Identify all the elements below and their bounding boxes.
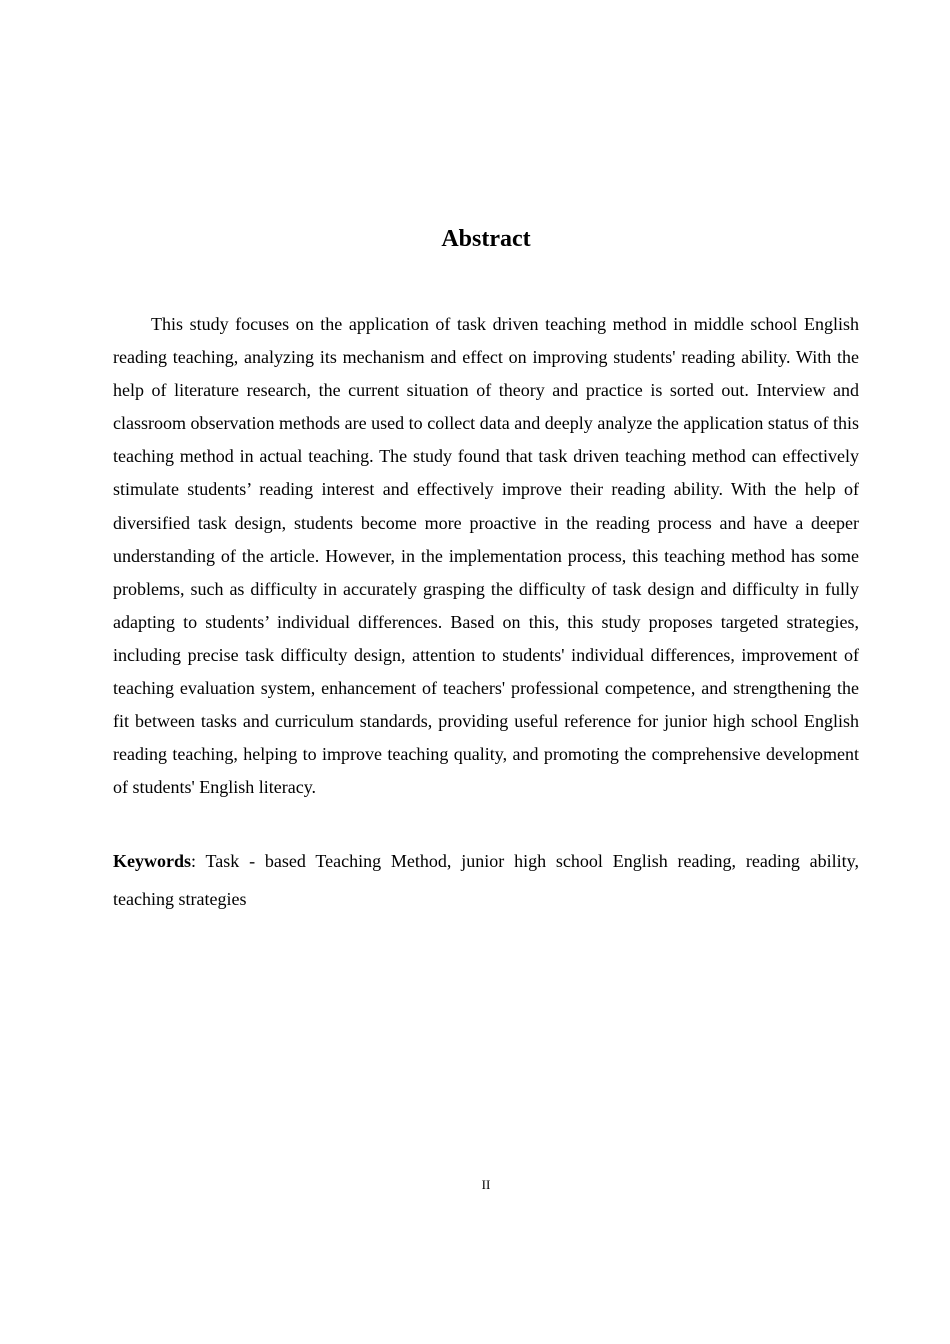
page-number: II xyxy=(481,1177,491,1192)
keywords-label: Keywords xyxy=(113,851,191,871)
keywords-separator: : xyxy=(191,851,206,871)
abstract-body: This study focuses on the application of task driven teaching method in middle school English reading teaching, analyzing its mechanism and effect on improving students' reading ability. With the help of literature research, the current situation of theory and practice is sorted out. Interview and classroom observation methods are used to collect data and deeply analyze the application status of this teaching method in actual teaching. The study found that task driven teaching method can effectively stimulate students’ reading interest and effectively improve their reading ability. With the help of diversified task design, students become more proactive in the reading process and have a deeper understanding of the article. However, in the implementation process, this teaching method has some problems, such as difficulty in accurately grasping the difficulty of task design and difficulty in fully adapting to students’ individual differences. Based on this, this study proposes targeted strategies, including precise task difficulty design, attention to students' individual differences, improvement of teaching evaluation system, enhancement of teachers' professional competence, and strengthening the fit between tasks and curriculum standards, providing useful reference for junior high school English reading teaching, helping to improve teaching quality, and promoting the comprehensive development of students' English literacy. xyxy=(113,314,859,798)
abstract-title: Abstract xyxy=(441,226,531,252)
keywords-text: Task - based Teaching Method, junior high school English reading, reading ability, teaching strategies xyxy=(113,851,859,909)
keywords-paragraph xyxy=(113,842,859,918)
